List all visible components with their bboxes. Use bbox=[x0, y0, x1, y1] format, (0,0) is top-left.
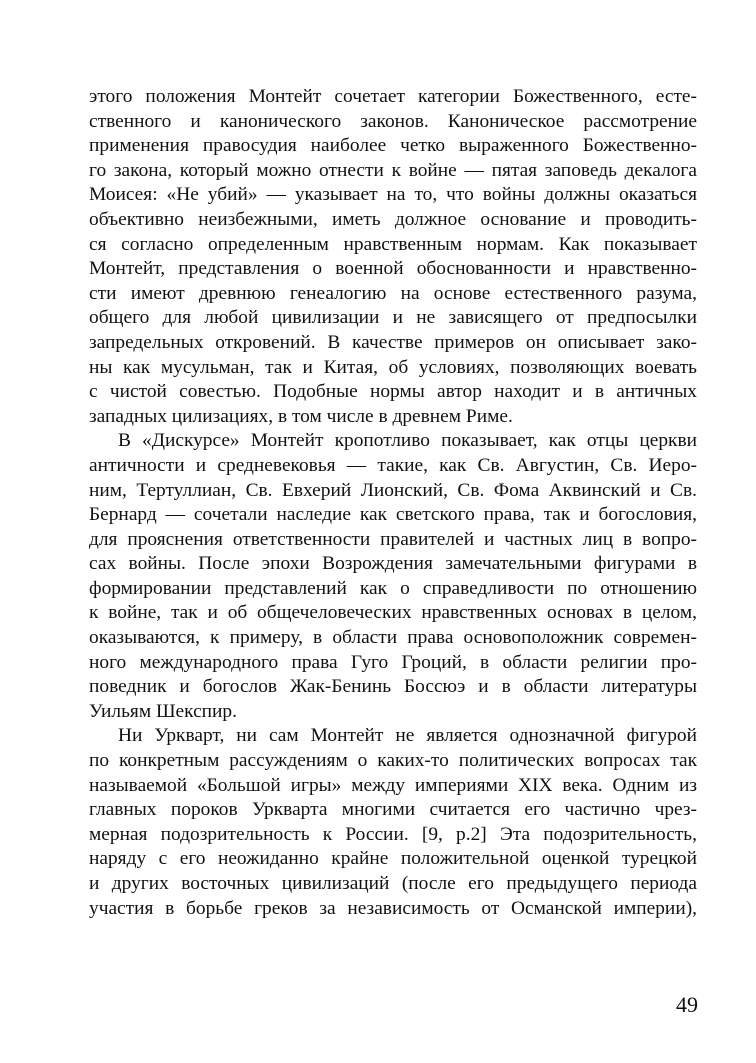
text-line: формировании представлений как о справедливости по отношению bbox=[89, 577, 697, 599]
text-line: Моисея: «Не убий» — указывает на то, что войны должны оказаться bbox=[89, 184, 697, 206]
paragraph-1 bbox=[89, 85, 697, 429]
text-line: мерная подозрительность к России. [9, p.2] Эта подозрительность, bbox=[89, 823, 697, 845]
text-line: и других восточных цивилизаций (после его предыдущего периода bbox=[89, 873, 697, 894]
text-line: запредельных откровений. В качестве примеров он описывает зако- bbox=[89, 331, 697, 353]
text-line: общего для любой цивилизации и не зависящего от предпосылки bbox=[89, 307, 697, 329]
text-line: ся согласно определенным нравственным нормам. Как показывает bbox=[89, 233, 697, 255]
text-line: Ни Уркварт, ни сам Монтейт не является однозначной фигурой bbox=[118, 725, 697, 747]
text-line: оказываются, к примеру, в области права основоположник современ- bbox=[89, 627, 697, 649]
text-line: Монтейт, представления о военной обоснованности и нравственно- bbox=[89, 258, 697, 280]
text-line: наряду с его неожиданно крайне положительной оценкой турецкой bbox=[89, 848, 697, 870]
text-line: поведник и богослов Жак-Бенинь Боссюэ и в области литературы bbox=[89, 676, 697, 698]
text-line: западных цилизациях, в том числе в древнем Риме. bbox=[89, 405, 513, 427]
text-line: объективно неизбежными, иметь должное основание и проводить- bbox=[89, 208, 697, 230]
text-line: сах войны. После эпохи Возрождения замечательными фигурами в bbox=[89, 553, 697, 575]
page-number: 49 bbox=[676, 992, 698, 1017]
text-line: Бернард — сочетали наследие как светского права, так и богословия, bbox=[89, 504, 697, 526]
text-line: го закона, который можно отнести к войне — пятая заповедь декалога bbox=[89, 159, 697, 181]
page-body bbox=[89, 85, 697, 921]
paragraph-3 bbox=[89, 724, 697, 921]
text-line: для прояснения ответственности правителей и частных лиц в вопро- bbox=[89, 528, 697, 550]
text-line: В «Дискурсе» Монтейт кропотливо показывает, как отцы церкви bbox=[118, 430, 697, 452]
paragraph-2 bbox=[89, 429, 697, 724]
text-line: античности и средневековья — такие, как Св. Августин, Св. Иеро- bbox=[89, 454, 697, 476]
text-line: к войне, так и об общечеловеческих нравственных основах в целом, bbox=[89, 602, 697, 624]
text-line: ного международного права Гуго Гроций, в области религии про- bbox=[89, 651, 697, 673]
text-line: участия в борьбе греков за независимость от Османской империи), bbox=[89, 897, 697, 919]
text-line: ним, Тертуллиан, Св. Евхерий Лионский, Св. Фома Аквинский и Св. bbox=[89, 479, 697, 501]
text-line: ственного и канонического законов. Каноническое рассмотрение bbox=[89, 110, 697, 132]
text-line: называемой «Большой игры» между империями XIX века. Одним из bbox=[89, 774, 697, 796]
text-line: главных пороков Уркварта многими считается его частично чрез- bbox=[89, 799, 697, 821]
text-line: применения правосудия наиболее четко выраженного Божественно- bbox=[89, 135, 697, 157]
text-line: сти имеют древнюю генеалогию на основе естественного разума, bbox=[89, 282, 697, 304]
text-line: этого положения Монтейт сочетает категории Божественного, есте- bbox=[89, 86, 697, 107]
text-line: ны как мусульман, так и Китая, об условиях, позволяющих воевать bbox=[89, 356, 697, 378]
text-line: с чистой совестью. Подобные нормы автор находит и в античных bbox=[89, 381, 697, 403]
text-line: Уильям Шекспир. bbox=[89, 700, 237, 722]
text-line: по конкретным рассуждениям о каких-то политических вопросах так bbox=[89, 750, 697, 772]
